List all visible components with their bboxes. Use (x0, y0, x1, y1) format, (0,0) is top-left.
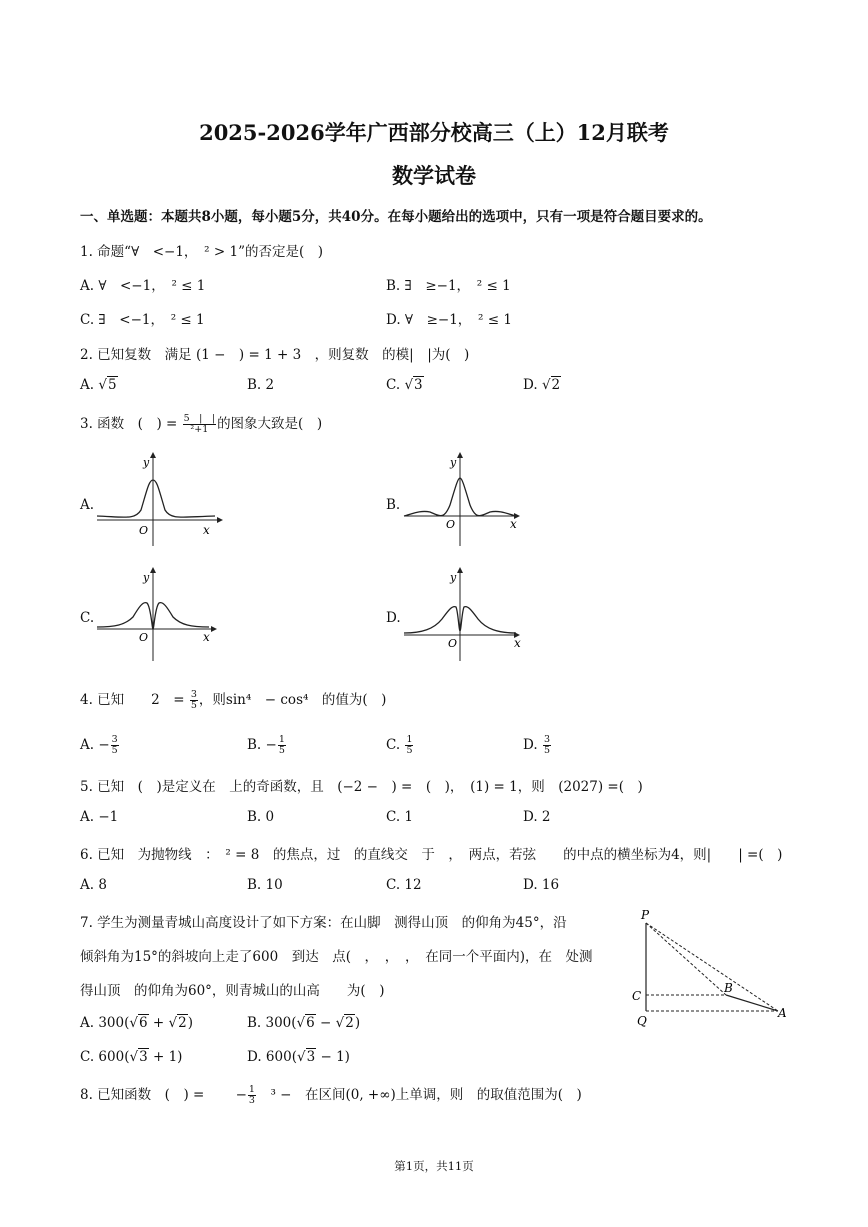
point-q-label: Q (637, 1014, 647, 1028)
axis-x-label: x (514, 636, 521, 650)
sqrt-radicand: 2 (178, 1015, 187, 1031)
question-6-option-a: A. 8 (80, 877, 107, 893)
sqrt-radicand: 6 (138, 1015, 148, 1031)
fraction: $\frac{1}{3}$ (248, 1084, 255, 1106)
question-5-option-c: C. 1 (386, 809, 414, 825)
question-6-stem: 6. 已知 为抛物线 ： ² = 8 的焦点，过 的直线交 于 ， 两点，若弦 的中点的横坐标为4，则| | =( ) (80, 847, 783, 863)
option-label: B. 300( (247, 1015, 297, 1031)
question-4-option-c (386, 735, 414, 756)
page-title: 2025-2026学年广西部分校高三（上）12月联考 (199, 120, 669, 145)
question-2-option-b: B. 2 (247, 377, 275, 393)
question-6-option-d: D. 16 (523, 877, 560, 893)
point-c-label: C (632, 989, 642, 1003)
fraction: $\frac{3}{5}$ (190, 689, 197, 711)
point-b-label: B (724, 981, 733, 995)
axis-x-label: x (203, 630, 210, 644)
page-subtitle: 数学试卷 (392, 163, 476, 188)
sqrt-radicand: 3 (139, 1049, 148, 1065)
option-end: + 1) (148, 1049, 183, 1065)
question-3-option-a: A. (80, 497, 95, 513)
option-end: ) (187, 1015, 193, 1031)
fraction: $\frac{5 | |}{\text{²+1}}$ (183, 413, 216, 435)
question-1-option-c: C. ∃ <−1， ² ≤ 1 (80, 312, 205, 328)
point-p-label: P (641, 908, 650, 922)
sqrt-radicand: 6 (306, 1015, 315, 1031)
fraction: $\frac{1}{5}$ (406, 734, 413, 756)
axis-y-label: y (143, 571, 150, 584)
option-label: D. 600( (247, 1049, 297, 1065)
stem-text: 8. 已知函数 ( ) = − (80, 1087, 247, 1103)
option-label: C. (386, 737, 405, 753)
sqrt-radicand: 2 (345, 1015, 354, 1031)
operator: + (148, 1015, 169, 1031)
question-1-option-b: B. ∃ ≥−1， ² ≤ 1 (386, 278, 511, 294)
origin-label: O (448, 637, 458, 650)
page-footer: 第1页，共11页 (394, 1159, 474, 1173)
question-7-line-1: 7. 学生为测量青城山高度设计了如下方案：在山脚 测得山顶 的仰角为45°，沿 (80, 915, 567, 931)
sqrt-radicand: 3 (414, 377, 423, 393)
question-2-option-a: A. √5 (80, 377, 117, 393)
axis-x-label: x (203, 523, 210, 537)
question-5-option-a: A. −1 (80, 809, 119, 825)
stem-text: 3. 函数 ( ) = (80, 416, 182, 432)
section-heading: 一、单选题：本题共8小题，每小题5分，共40分。在每小题给出的选项中，只有一项是符合题目要求的。 (80, 209, 712, 225)
question-5-option-b: B. 0 (247, 809, 275, 825)
mountain-figure (632, 905, 797, 1035)
question-3-stem (80, 412, 322, 435)
question-3-option-c: C. (80, 610, 95, 626)
question-6-option-b: B. 10 (247, 877, 283, 893)
question-5-option-d: D. 2 (523, 809, 551, 825)
question-1-stem: 1. 命题“∀ <−1， ² > 1”的否定是( ) (80, 244, 324, 260)
question-3-option-b: B. (386, 497, 401, 513)
question-7-option-d: D. 600(√3 − 1) (247, 1049, 350, 1065)
option-label: B. − (247, 737, 277, 753)
question-1-option-a: A. ∀ <−1， ² ≤ 1 (80, 278, 206, 294)
point-a-label: A (778, 1006, 787, 1020)
question-7-line-3: 得山顶 的仰角为60°，则青城山的山高 为( ) (80, 983, 385, 999)
sqrt-radicand: 3 (306, 1049, 316, 1065)
question-2-stem: 2. 已知复数 满足 (1 − ) = 1 + 3 ，则复数 的模| |为( ) (80, 347, 470, 363)
question-4-option-d (523, 735, 552, 756)
question-2-option-c: C. √3 (386, 377, 423, 393)
option-label: D. (523, 737, 542, 753)
axis-y-label: y (450, 456, 457, 469)
graph-b (402, 450, 532, 550)
option-end: ) (354, 1015, 361, 1031)
stem-text: 4. 已知 2 = (80, 692, 189, 708)
option-end: − 1) (316, 1049, 350, 1065)
axis-x-label: x (510, 517, 517, 531)
question-2-option-d: D. √2 (523, 377, 561, 393)
stem-text: ，则sin⁴ − cos⁴ 的值为( ) (198, 692, 387, 708)
question-4-option-a (80, 735, 120, 756)
origin-label: O (139, 524, 149, 537)
axis-y-label: y (143, 456, 150, 469)
option-label: C. (386, 377, 405, 393)
fraction: $\frac{3}{5}$ (543, 734, 550, 756)
question-7-option-a: A. 300(√6 + √2) (80, 1015, 193, 1031)
question-4-stem (80, 688, 386, 711)
stem-text: ³ − 在区间(0, +∞)上单调，则 的取值范围为( ) (256, 1087, 582, 1103)
question-5-stem: 5. 已知 ( )是定义在 上的奇函数，且 (−2 − ) = ( )， (1) = 1，则 (2027) =( ) (80, 779, 643, 795)
fraction: $\frac{1}{5}$ (278, 734, 285, 756)
question-7-option-b: B. 300(√6 − √2) (247, 1015, 361, 1031)
option-label: A. (80, 377, 99, 393)
question-8-stem (80, 1083, 582, 1106)
option-label: D. (523, 377, 542, 393)
option-label: A. 300( (80, 1015, 130, 1031)
sqrt-radicand: 5 (107, 377, 117, 393)
graph-d (402, 565, 532, 665)
question-4-option-b (247, 735, 287, 756)
fraction: $\frac{3}{5}$ (111, 734, 118, 756)
graph-a (95, 450, 225, 550)
stem-text: 的图象大致是( ) (217, 416, 323, 432)
origin-label: O (446, 518, 456, 531)
axis-y-label: y (450, 571, 457, 584)
question-7-line-2: 倾斜角为15°的斜坡向上走了600 到达 点( ， ， ， 在同一个平面内)，在 处测 (80, 949, 593, 965)
question-6-option-c: C. 12 (386, 877, 422, 893)
question-3-option-d: D. (386, 610, 401, 626)
option-label: C. 600( (80, 1049, 130, 1065)
graph-c (95, 565, 225, 665)
question-7-option-c: C. 600(√3 + 1) (80, 1049, 183, 1065)
origin-label: O (139, 631, 149, 644)
question-1-option-d: D. ∀ ≥−1， ² ≤ 1 (386, 312, 512, 328)
sqrt-radicand: 2 (551, 377, 561, 393)
option-label: A. − (80, 737, 110, 753)
operator: − (315, 1015, 336, 1031)
